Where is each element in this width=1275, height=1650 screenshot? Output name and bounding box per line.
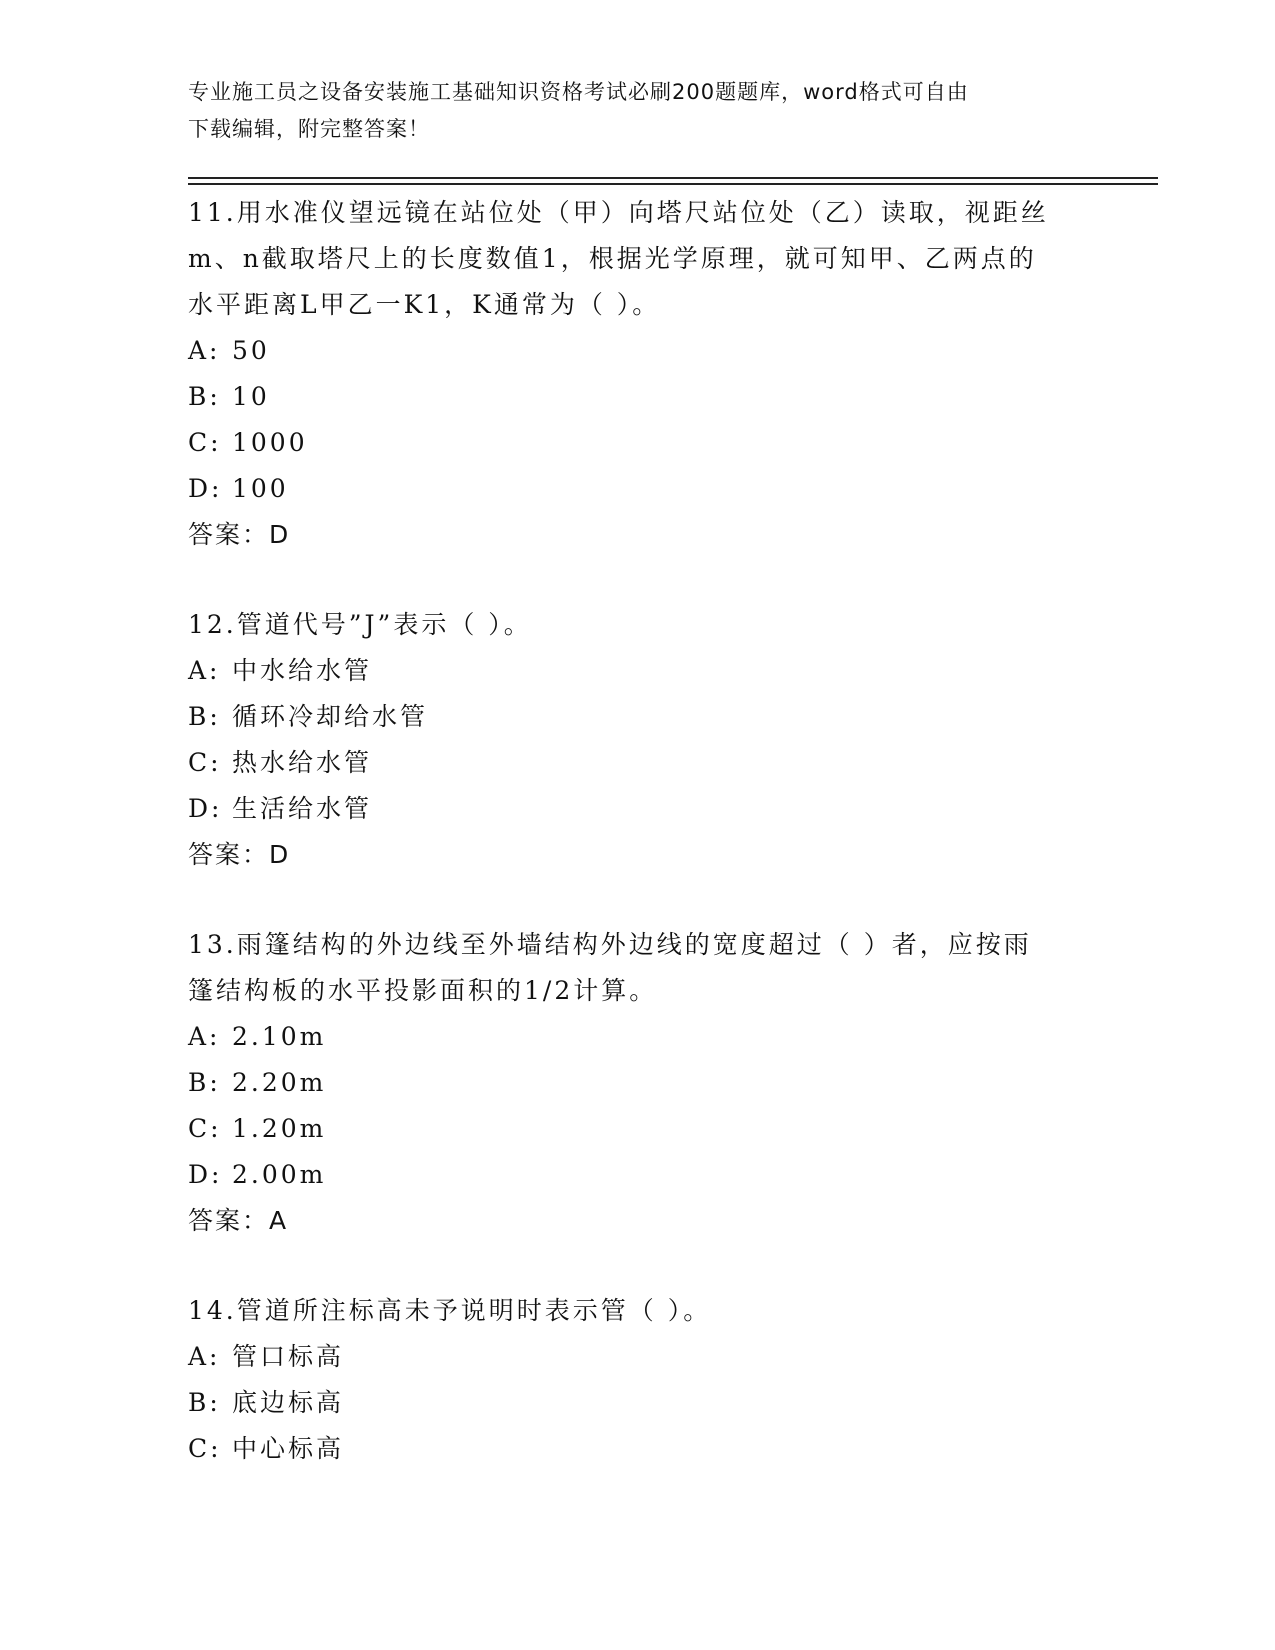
answer-line: 答案：D [188,520,291,549]
option-text: 管口标高 [232,1342,345,1371]
question-14 [188,1288,1088,1472]
option-c [188,1106,1088,1152]
question-stem-line: 水平距离L甲乙一K1，K通常为（ ）。 [188,290,661,319]
option-text: 1.20m [232,1114,327,1143]
option-c [188,1426,1088,1472]
option-key: B: [188,382,221,411]
answer-line: 答案：A [188,1206,289,1235]
option-b [188,374,1088,420]
option-key: B: [188,1388,221,1417]
option-text: 50 [232,336,270,365]
question-13 [188,922,1088,1244]
option-key: B: [188,702,221,731]
option-key: D: [188,474,223,503]
header-title-line-1: 专业施工员之设备安装施工基础知识资格考试必刷200题题库，word格式可自由 [188,80,969,104]
option-key: B: [188,1068,221,1097]
option-text: 中水给水管 [232,656,373,685]
option-c [188,740,1088,786]
option-key: D: [188,1160,223,1189]
question-stem-line: 11.用水准仪望远镜在站位处（甲）向塔尺站位处（乙）读取，视距丝 [188,198,1049,227]
option-text: 2.20m [232,1068,327,1097]
option-text: 10 [232,382,270,411]
question-stem-line: 12.管道代号”J”表示（ ）。 [188,610,532,639]
option-text: 生活给水管 [232,794,373,823]
option-d [188,466,1088,512]
question-stem-line: 13.雨篷结构的外边线至外墙结构外边线的宽度超过（ ）者，应按雨 [188,930,1032,959]
option-text: 中心标高 [232,1434,345,1463]
question-stem [188,602,1088,648]
option-c [188,420,1088,466]
option-key: C: [188,1114,222,1143]
document-header [188,74,1088,148]
option-key: A: [188,656,221,685]
option-d [188,1152,1088,1198]
question-stem [188,1288,1088,1334]
option-key: A: [188,1342,221,1371]
option-a [188,648,1088,694]
option-a [188,1334,1088,1380]
header-divider-top [188,177,1158,179]
option-a [188,1014,1088,1060]
header-title-line-2: 下载编辑，附完整答案！ [188,117,430,141]
question-stem-line: 篷结构板的水平投影面积的1/2计算。 [188,976,658,1005]
question-stem-line: m、n截取塔尺上的长度数值1，根据光学原理，就可知甲、乙两点的 [188,244,1037,273]
question-11 [188,190,1088,558]
option-key: D: [188,794,223,823]
option-text: 热水给水管 [232,748,373,777]
question-stem [188,190,1088,328]
option-b [188,1060,1088,1106]
option-text: 循环冷却给水管 [232,702,429,731]
question-stem-line: 14.管道所注标高未予说明时表示管（ ）。 [188,1296,712,1325]
question-stem [188,922,1088,1014]
option-key: A: [188,336,221,365]
option-b [188,1380,1088,1426]
option-d [188,786,1088,832]
option-a [188,328,1088,374]
question-12 [188,602,1088,878]
option-b [188,694,1088,740]
option-key: A: [188,1022,221,1051]
option-text: 100 [232,474,289,503]
option-text: 底边标高 [232,1388,345,1417]
option-text: 2.00m [232,1160,327,1189]
answer-line: 答案：D [188,840,291,869]
option-key: C: [188,748,222,777]
option-text: 2.10m [232,1022,327,1051]
option-text: 1000 [232,428,308,457]
option-key: C: [188,1434,222,1463]
option-key: C: [188,428,222,457]
header-divider-bottom [188,183,1158,185]
